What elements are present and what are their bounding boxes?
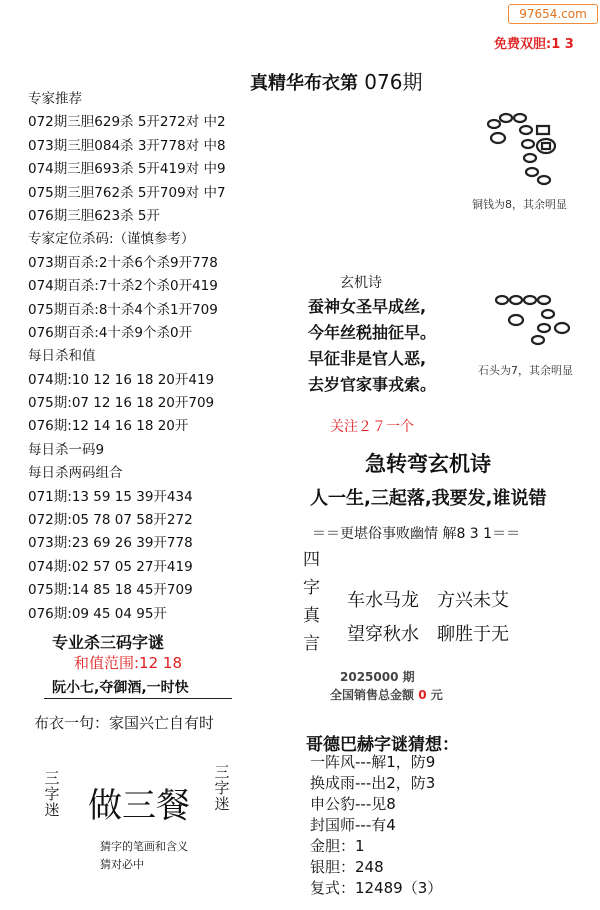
list-item: 封国师---有4 [310,816,396,834]
list-item: 075期三胆762杀 5开709对 中7 [28,184,226,201]
poem-line: 早征非是官人恶, [308,349,427,368]
list-item: 072期三胆629杀 5开272对 中2 [28,114,226,131]
zimi-title: 专业杀三码字谜 [52,633,165,652]
sales-label: 全国销售总金额 [330,688,415,702]
poem-body [308,294,436,398]
list-item: 073期三胆084杀 3开778对 中8 [28,137,226,154]
list-item: 074期:02 57 05 27开419 [28,558,193,575]
jizhuanwan-title: 急转弯玄机诗 [365,452,491,476]
goldbach-list [310,752,442,899]
list-item: 075期百杀:8十杀4个杀1开709 [28,301,218,318]
riddle-hint [100,838,188,874]
hezhi-range: 和值范围:12 18 [74,654,182,672]
list-item: 专家定位杀码:（谨慎参考） [28,231,195,248]
expert-list [28,88,226,626]
four-char-line-2: 望穿秋水 聊胜于无 [347,624,509,645]
jizhuanwan-slogan: 人一生,三起落,我要发,谁说错 [310,488,547,509]
list-item: 076期:12 14 16 18 20开 [28,418,189,435]
poem-line: 蚕神女圣早成丝, [308,297,427,316]
poem-line: 今年丝税抽征早。 [308,323,437,342]
list-item: 072期:05 78 07 58开272 [28,512,193,529]
side-label-right: 三字迷 [214,763,230,813]
sales-unit: 元 [430,688,443,702]
list-item: 每日杀一码9 [28,441,105,458]
zimi-riddle: 阮小七,夺御酒,一时快 [52,680,189,696]
title-issue: 076期 [364,70,423,94]
sales-amount: 0 [418,688,427,702]
list-item: 每日杀和值 [28,348,96,365]
sales-total [330,686,443,703]
list-item: 071期:13 59 15 39开434 [28,488,193,505]
watermark-badge: 97654.com [508,4,598,24]
title-main: 真精华布衣第 [250,73,358,94]
list-item: 076期三胆623杀 5开 [28,207,160,224]
list-item: 银胆：248 [310,858,384,876]
divider [44,698,232,699]
list-item: 金胆：1 [310,837,365,855]
free-double-text: 免费双胆:1 3 [494,37,574,52]
list-item: 075期:07 12 16 18 20开709 [28,395,215,412]
jizhuanwan-hint: ＝＝更堪俗事败幽情 解8 3 1＝＝ [312,526,521,542]
list-item: 申公豹---见8 [310,795,396,813]
list-item: 每日杀两码组合 [28,465,123,482]
list-item: 074期:10 12 16 18 20开419 [28,371,215,388]
list-item: 073期百杀:2十杀6个杀9开778 [28,254,218,271]
coin-riddle-picture [482,110,572,190]
list-item: 073期:23 69 26 39开778 [28,535,193,552]
list-item: 074期三胆693杀 5开419对 中9 [28,161,226,178]
poem-tip: 关注２７一个 [330,419,414,435]
poem-title: 玄机诗 [340,275,382,291]
list-item: 一阵风---解1，防9 [310,753,436,771]
list-item: 076期百杀:4十杀9个杀0开 [28,324,193,341]
side-label-left: 三字迷 [44,769,60,819]
list-item: 076期:09 45 04 95开 [28,605,167,622]
four-char-line-1: 车水马龙 方兴未艾 [347,590,509,611]
riddle-caption-stones: 石头为7，其余明显 [478,364,573,377]
goldbach-title: 哥德巴赫字谜猜想： [306,735,459,755]
page-title [250,66,422,95]
list-item: 换成雨---出2，防3 [310,774,436,792]
riddle-answer: 做三餐 [88,786,190,826]
poem-line: 去岁官家事戎索。 [308,375,437,394]
list-item: 074期百杀:7十杀2个杀0开419 [28,278,218,295]
list-item: 复式：12489（3） [310,879,443,897]
list-item: 专家推荐 [28,91,82,107]
sales-issue: 2025000 期 [340,670,415,684]
riddle-caption-coins: 铜钱为8，其余明显 [472,198,567,211]
sizi-label: 四字真言 [303,550,320,654]
buyi-sentence: 布衣一句：家国兴亡自有时 [34,714,215,732]
hint-line-1: 猜字的笔画和含义 [100,840,188,853]
stone-riddle-picture [492,290,582,350]
hint-line-2: 猜对必中 [100,858,144,871]
list-item: 075期:14 85 18 45开709 [28,582,193,599]
